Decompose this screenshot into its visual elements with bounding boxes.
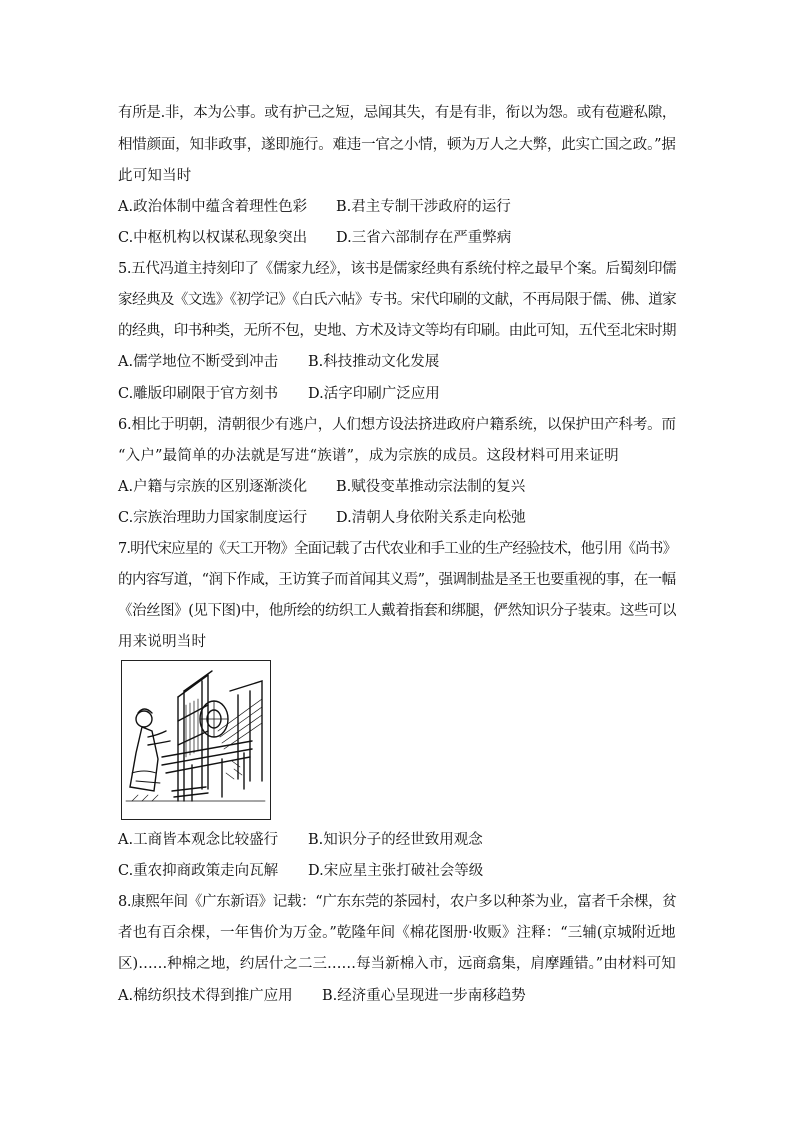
q7-option-a: A.工商皆本观念比较盛行 xyxy=(118,832,279,848)
q5-option-a: A.儒学地位不断受到冲击 xyxy=(118,354,279,370)
q8-line-3: 区)……种棉之地，约居什之二三……每当新棉入市，远商翕集，肩摩踵错。”由材料可知 xyxy=(118,956,676,972)
q4-option-a: A.政治体制中蕴含着理性色彩 xyxy=(118,199,308,215)
q7-option-c: C.重农抑商政策走向瓦解 xyxy=(118,863,279,879)
q7-line-2: 的内容写道，“润下作咸，王访箕子而首闻其义焉”，强调制盐是圣王也要重视的事，在一幅 xyxy=(118,572,676,588)
q7-option-d: D.宋应星主张打破社会等级 xyxy=(308,863,484,879)
q5-line-1: 5.五代冯道主持刻印了《儒家九经》，该书是儒家经典有系统付梓之最早个案。后蜀刻印儒 xyxy=(118,261,677,277)
q4-line-1: 有所是.非，本为公事。或有护己之短，忌闻其失，有是有非，衔以为怨。或有苞避私隙， xyxy=(118,105,677,121)
q6-option-b: B.赋役变革推动宗法制的复兴 xyxy=(336,479,526,495)
q6-option-a: A.户籍与宗族的区别逐渐淡化 xyxy=(118,479,308,495)
q7-option-b: B.知识分子的经世致用观念 xyxy=(308,832,483,848)
q5-option-c: C.雕版印刷限于官方刻书 xyxy=(118,386,279,402)
q4-option-d: D.三省六部制存在严重弊病 xyxy=(336,230,512,246)
q5-line-2: 家经典及《文选》《初学记》《白氏六帖》专书。宋代印刷的文献，不再局限于儒、佛、道家 xyxy=(118,292,677,308)
q7-line-1: 7.明代宋应星的《天工开物》全面记载了古代农业和手工业的生产经验技术，他引用《尚书》 xyxy=(118,541,677,557)
q6-option-c: C.宗族治理助力国家制度运行 xyxy=(118,510,308,526)
q8-option-b: B.经济重心呈现进一步南移趋势 xyxy=(322,988,526,1004)
q5-line-3: 的经典，印书种类，无所不包，史地、方术及诗文等均有印刷。由此可知，五代至北宋时期 xyxy=(118,323,676,339)
q4-option-c: C.中枢机构以权谋私现象突出 xyxy=(118,230,308,246)
q5-option-d: D.活字印刷广泛应用 xyxy=(308,386,440,402)
q8-option-a: A.棉纺织技术得到推广应用 xyxy=(118,988,293,1004)
q4-option-b: B.君主专制干涉政府的运行 xyxy=(336,199,511,215)
q5-option-b: B.科技推动文化发展 xyxy=(308,354,440,370)
q4-line-3: 此可知当时 xyxy=(118,168,192,184)
q8-line-1: 8.康熙年间《广东新语》记载：“广东东莞的茶园村，农户多以种茶为业，富者千余棵，贫 xyxy=(118,894,677,910)
q7-line-4: 用来说明当时 xyxy=(118,634,207,650)
q6-line-1: 6.相比于明朝，清朝很少有逃户，人们想方设法挤进政府户籍系统，以保护田产科考。而 xyxy=(118,417,676,433)
q8-line-2: 者也有百余棵，一年售价为万金。”乾隆年间《棉花图册·收贩》注释：“三辅(京城附近地 xyxy=(118,925,676,941)
q6-option-d: D.清朝人身依附关系走向松弛 xyxy=(336,510,526,526)
q6-line-2: “入户”最简单的办法就是写进“族谱”，成为宗族的成员。这段材料可用来证明 xyxy=(118,448,619,464)
q7-line-3: 《治丝图》(见下图)中，他所绘的纺织工人戴着指套和绑腿，俨然知识分子装束。这些可以 xyxy=(118,603,677,619)
weaving-loom-illustration-icon xyxy=(121,660,271,820)
q4-line-2: 相惜颜面，知非政事，遂即施行。难违一官之小情，顿为万人之大弊，此实亡国之政。”据 xyxy=(118,137,676,153)
